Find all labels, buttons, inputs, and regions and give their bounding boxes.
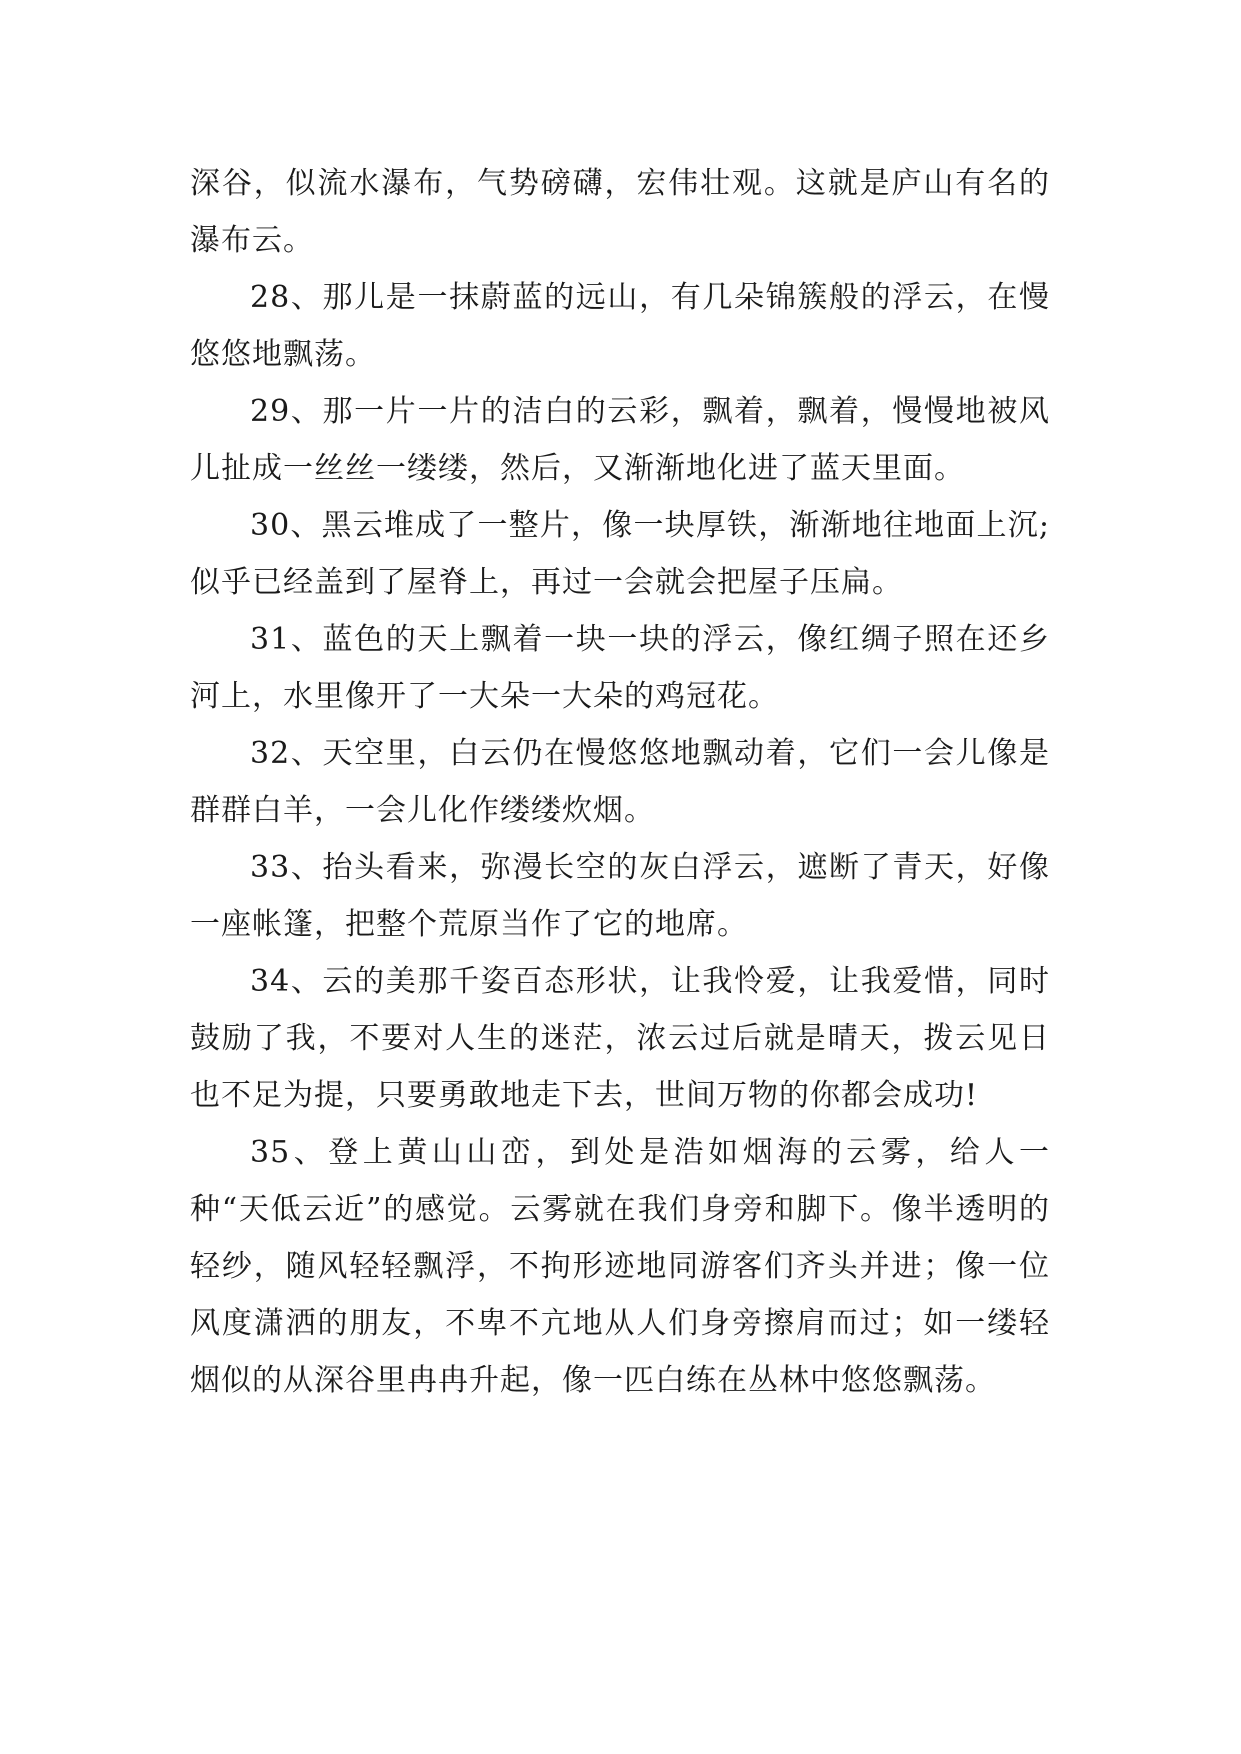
paragraph-35: 35、登上黄山山峦，到处是浩如烟海的云雾，给人一种“天低云近”的感觉。云雾就在我们身旁和脚下。像半透明的轻纱，随风轻轻飘浮，不拘形迹地同游客们齐头并进；像一位风度潇洒的朋友，不卑不亢地从人们身旁擦肩而过；如一缕轻烟似的从深谷里冉冉升起，像一匹白练在丛林中悠悠飘荡。 [190, 1135, 1050, 1398]
document-page [190, 155, 1050, 1409]
paragraph-29: 29、那一片一片的洁白的云彩，飘着，飘着，慢慢地被风儿扯成一丝丝一缕缕，然后，又渐渐地化进了蓝天里面。 [190, 394, 1050, 486]
paragraph-30: 30、黑云堆成了一整片，像一块厚铁，渐渐地往地面上沉;似乎已经盖到了屋脊上，再过一会就会把屋子压扁。 [190, 508, 1050, 600]
paragraph-34: 34、云的美那千姿百态形状，让我怜爱，让我爱惜，同时鼓励了我，不要对人生的迷茫，浓云过后就是晴天，拨云见日也不足为提，只要勇敢地走下去，世间万物的你都会成功! [190, 964, 1050, 1113]
paragraph-32: 32、天空里，白云仍在慢悠悠地飘动着，它们一会儿像是群群白羊，一会儿化作缕缕炊烟。 [190, 736, 1050, 828]
paragraph-28: 28、那儿是一抹蔚蓝的远山，有几朵锦簇般的浮云，在慢悠悠地飘荡。 [190, 280, 1050, 372]
paragraph-33: 33、抬头看来，弥漫长空的灰白浮云，遮断了青天，好像一座帐篷，把整个荒原当作了它的地席。 [190, 850, 1050, 942]
paragraph-continuation: 深谷，似流水瀑布，气势磅礴，宏伟壮观。这就是庐山有名的瀑布云。 [190, 166, 1050, 258]
paragraph-31: 31、蓝色的天上飘着一块一块的浮云，像红绸子照在还乡河上，水里像开了一大朵一大朵的鸡冠花。 [190, 622, 1050, 714]
